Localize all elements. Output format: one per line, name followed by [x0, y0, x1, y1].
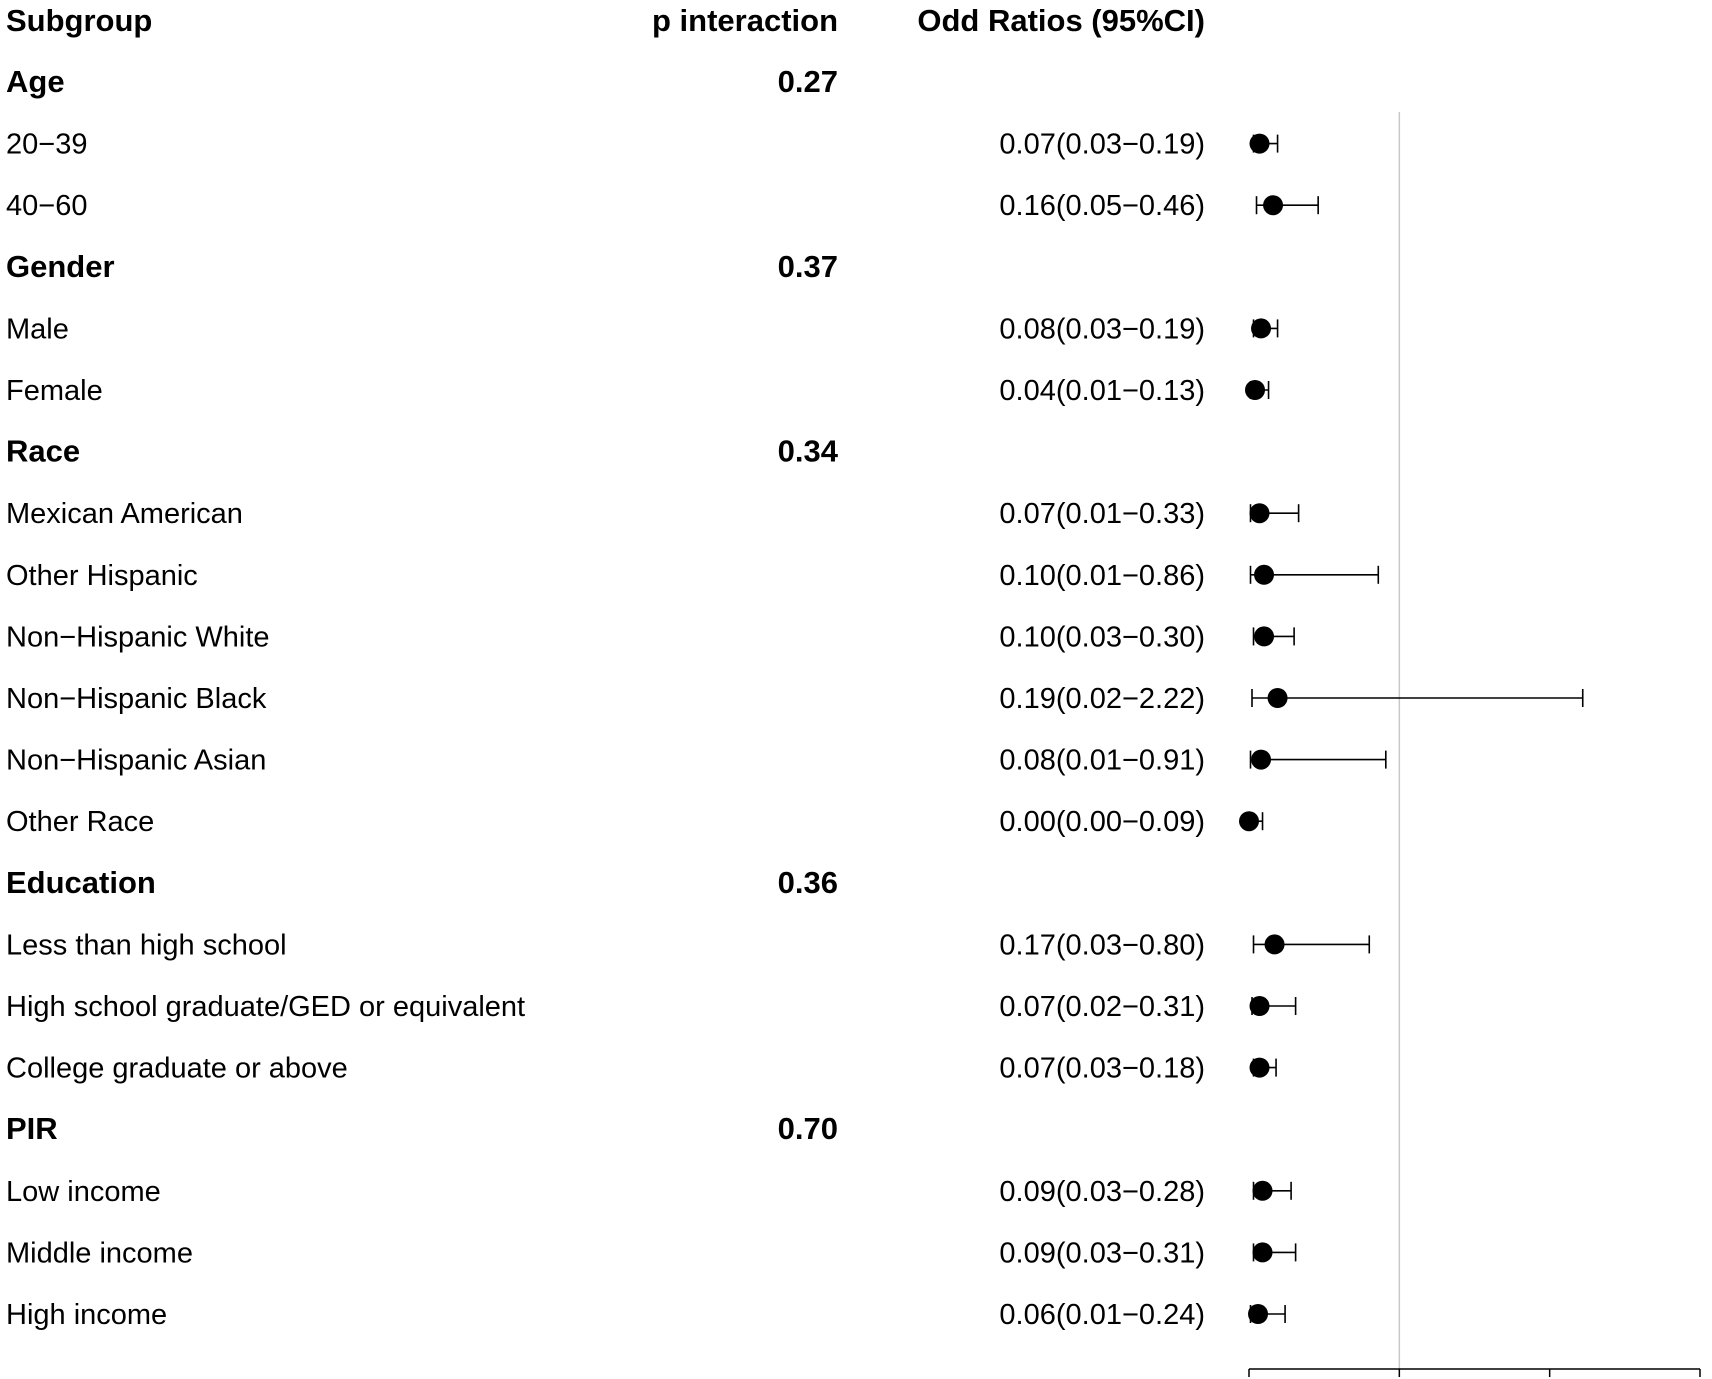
group-label: Age: [6, 64, 65, 99]
header-odds-ratio: Odd Ratios (95%CI): [917, 3, 1205, 38]
odds-ratio-label: 0.06(0.01−0.24): [999, 1299, 1205, 1331]
subgroup-label: Less than high school: [6, 929, 287, 962]
subgroup-label: Non−Hispanic Black: [6, 683, 267, 715]
group-label: Race: [6, 433, 81, 469]
point-estimate: [1250, 996, 1270, 1016]
odds-ratio-label: 0.07(0.02−0.31): [999, 991, 1205, 1023]
point-estimate: [1245, 380, 1265, 400]
subgroup-label: Non−Hispanic White: [6, 621, 270, 654]
subgroup-label: Female: [6, 375, 103, 407]
odds-ratio-label: 0.04(0.01−0.13): [999, 375, 1205, 407]
point-estimate: [1253, 1181, 1273, 1201]
point-estimate: [1248, 1304, 1268, 1324]
odds-ratio-label: 0.09(0.03−0.28): [999, 1175, 1205, 1208]
point-estimate: [1251, 750, 1271, 770]
point-estimate: [1250, 1058, 1270, 1078]
odds-ratio-label: 0.19(0.02−2.22): [999, 683, 1205, 715]
subgroup-label: Male: [6, 313, 69, 346]
subgroup-label: Low income: [6, 1175, 161, 1208]
point-estimate: [1250, 503, 1270, 523]
point-estimate: [1253, 1242, 1273, 1262]
odds-ratio-label: 0.07(0.03−0.18): [999, 1052, 1205, 1085]
point-estimate: [1250, 134, 1270, 154]
p-interaction-value: 0.34: [777, 433, 838, 469]
odds-ratio-label: 0.07(0.01−0.33): [999, 498, 1205, 531]
subgroup-label: Other Race: [6, 806, 155, 839]
odds-ratio-label: 0.10(0.03−0.30): [999, 621, 1205, 654]
subgroup-label: Mexican American: [6, 498, 243, 531]
odds-ratio-label: 0.16(0.05−0.46): [999, 190, 1205, 223]
header-subgroup: Subgroup: [6, 3, 153, 38]
group-label: Gender: [6, 248, 115, 284]
group-label: PIR: [6, 1111, 58, 1147]
point-estimate: [1263, 195, 1283, 215]
p-interaction-value: 0.37: [777, 248, 838, 284]
p-interaction-value: 0.36: [777, 864, 838, 900]
point-estimate: [1239, 811, 1259, 831]
x-axis: [1246, 1369, 1703, 1379]
point-estimate: [1254, 565, 1274, 585]
subgroup-label: 20−39: [6, 128, 88, 161]
odds-ratio-label: 0.08(0.03−0.19): [999, 313, 1205, 346]
odds-ratio-label: 0.10(0.01−0.86): [999, 559, 1205, 592]
point-estimate: [1265, 934, 1285, 954]
point-estimate: [1254, 626, 1274, 646]
subgroup-label: Other Hispanic: [6, 559, 198, 592]
p-interaction-value: 0.27: [777, 64, 838, 99]
p-interaction-value: 0.70: [777, 1111, 838, 1147]
odds-ratio-label: 0.09(0.03−0.31): [999, 1237, 1205, 1270]
header-p-interaction: p interaction: [651, 3, 838, 38]
subgroup-label: Non−Hispanic Asian: [6, 744, 267, 777]
subgroup-label: 40−60: [6, 190, 88, 223]
odds-ratio-label: 0.08(0.01−0.91): [999, 744, 1205, 777]
subgroup-label: High school graduate/GED or equivalent: [6, 991, 526, 1023]
rows-layer: [6, 64, 1583, 1331]
odds-ratio-label: 0.07(0.03−0.19): [999, 128, 1205, 161]
odds-ratio-label: 0.00(0.00−0.09): [999, 806, 1205, 839]
point-estimate: [1251, 318, 1271, 338]
subgroup-label: Middle income: [6, 1237, 193, 1270]
subgroup-label: College graduate or above: [6, 1052, 348, 1085]
point-estimate: [1268, 688, 1288, 708]
subgroup-label: High income: [6, 1299, 168, 1331]
odds-ratio-label: 0.17(0.03−0.80): [999, 929, 1205, 962]
group-label: Education: [6, 864, 156, 900]
